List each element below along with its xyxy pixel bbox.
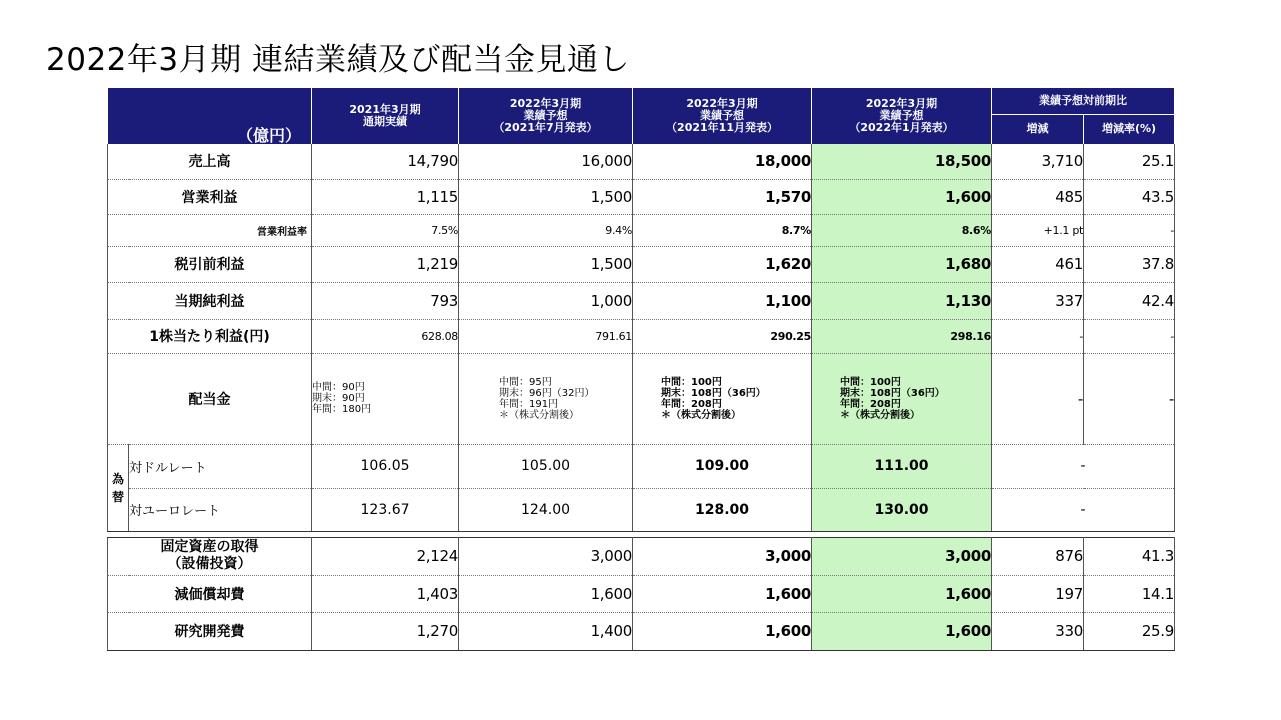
table-row [108,179,1175,214]
header-fy2021-actual [312,88,459,144]
cell-value: 25.1 [1084,144,1175,179]
dividend-line: 期末：108円（36円） [661,387,766,399]
row-label: 減価償却費 [108,575,312,612]
dividend-line: ＊（株式分割後） [661,409,742,421]
header-text: 業績予想 [700,109,745,122]
fx-group-label [108,444,129,531]
cell-value: 16,000 [459,144,633,179]
fx-group-char: 替 [111,489,124,504]
cell-value: 1,270 [312,612,459,650]
cell-value: 3,000 [459,537,633,575]
table-row [108,319,1175,353]
header-text: 通期実績 [363,115,408,128]
row-label: 売上高 [108,144,312,179]
cell-value: 1,600 [633,575,812,612]
cell-value: 8.6% [812,214,992,246]
cell-value: 1,115 [312,179,459,214]
header-text: （2021年7月発表） [493,121,598,134]
cell-value: 1,400 [459,612,633,650]
row-label: 1株当たり利益(円) [108,319,312,353]
dividend-line: ＊（株式分割後） [840,409,921,421]
cell-value: 111.00 [812,444,992,488]
dividend-line: 年間：180円 [312,404,372,415]
cell-value: 124.00 [459,488,633,531]
dividend-line: 中間：90円 [312,382,365,393]
cell-value: 298.16 [812,319,992,353]
cell-value: - [992,319,1084,353]
row-label: 対ドルレート [129,444,312,488]
cell-value: 109.00 [633,444,812,488]
table-row [108,282,1175,319]
dividend-line: 年間：191円 [499,398,559,410]
cell-value: 3,000 [633,537,812,575]
header-forecast-jan [812,88,992,144]
table-row [108,214,1175,246]
cell-value: 1,500 [459,246,633,282]
cell-value: 1,680 [812,246,992,282]
cell-value: 1,620 [633,246,812,282]
dividend-cell [459,353,633,444]
cell-value: 1,600 [812,179,992,214]
header-text: 業績予想 [523,109,568,122]
cell-value: 485 [992,179,1084,214]
cell-value: 197 [992,575,1084,612]
cell-value: 105.00 [459,444,633,488]
row-label: 営業利益率 [108,214,312,246]
cell-value: 128.00 [633,488,812,531]
cell-value: 14,790 [312,144,459,179]
cell-value: - [992,353,1084,444]
row-label: 配当金 [108,353,312,444]
cell-value: 130.00 [812,488,992,531]
cell-value: - [1084,214,1175,246]
cell-value: 9.4% [459,214,633,246]
dividend-cell [633,353,812,444]
header-text: 2022年3月期 [865,97,938,110]
cell-value: 1,600 [459,575,633,612]
cell-value: 43.5 [1084,179,1175,214]
dividend-line: 期末：96円（32円） [499,387,595,399]
cell-value: +1.1 pt [992,214,1084,246]
cell-value: 337 [992,282,1084,319]
header-text: 2022年3月期 [686,97,758,110]
cell-value: 628.08 [312,319,459,353]
cell-value: 3,000 [812,537,992,575]
cell-value: 461 [992,246,1084,282]
fx-row-eur [108,488,1175,531]
cell-value: 1,100 [633,282,812,319]
cell-value: 1,600 [812,575,992,612]
cell-value: 1,000 [459,282,633,319]
row-label: 研究開発費 [108,612,312,650]
row-label [108,537,312,575]
header-rate: 増減率(%) [1084,114,1175,144]
dividend-line: 期末：90円 [312,393,365,404]
cell-value: 1,500 [459,179,633,214]
dividend-line: 年間：208円 [661,398,722,410]
header-forecast-jul [459,88,633,144]
table-row [108,144,1175,179]
dividend-cell [812,353,992,444]
cell-value: 1,600 [812,612,992,650]
dividend-line: 中間：100円 [661,376,722,388]
header-text: （2021年11月発表） [666,121,778,134]
row-label: 営業利益 [108,179,312,214]
cell-value: 2,124 [312,537,459,575]
cell-value: 41.3 [1084,537,1175,575]
unit-label: （億円） [108,88,312,144]
cell-value: 7.5% [312,214,459,246]
dividend-cell [312,353,459,444]
fx-group-char: 為 [111,471,124,486]
cell-value: 1,570 [633,179,812,214]
cell-value: 123.67 [312,488,459,531]
row-label-line: （設備投資） [167,556,252,572]
header-yoy: 業績予想対前期比 [992,88,1175,114]
row-label: 当期純利益 [108,282,312,319]
dividend-line: 年間：208円 [840,398,901,410]
header-text: （2022年1月発表） [849,121,954,134]
cell-value: 330 [992,612,1084,650]
cell-value: 3,710 [992,144,1084,179]
cell-value: 1,130 [812,282,992,319]
cell-value: - [1084,353,1175,444]
depreciation-row [108,575,1175,612]
dividend-line: 中間：100円 [840,376,901,388]
rnd-row [108,612,1175,650]
cell-value: 18,500 [812,144,992,179]
header-diff: 増減 [992,114,1084,144]
cell-value: 37.8 [1084,246,1175,282]
row-label-line: 固定資産の取得 [160,539,259,555]
cell-value: - [992,444,1175,488]
cell-value: 14.1 [1084,575,1175,612]
cell-value: 791.61 [459,319,633,353]
forecast-table [107,88,1175,651]
fx-row-usd [108,444,1175,488]
dividend-line: 期末：108円（36円） [840,387,945,399]
dividend-row [108,353,1175,444]
cell-value: 290.25 [633,319,812,353]
cell-value: 25.9 [1084,612,1175,650]
page-title: 2022年3月期 連結業績及び配当金見通し [46,42,630,78]
cell-value: - [992,488,1175,531]
cell-value: 1,403 [312,575,459,612]
cell-value: - [1084,319,1175,353]
cell-value: 42.4 [1084,282,1175,319]
dividend-line: ＊（株式分割後） [499,409,580,421]
header-text: 2021年3月期 [349,103,421,116]
capex-row [108,537,1175,575]
row-label: 税引前利益 [108,246,312,282]
dividend-line: 中間：95円 [499,376,552,388]
header-text: 2022年3月期 [509,97,582,110]
cell-value: 793 [312,282,459,319]
cell-value: 876 [992,537,1084,575]
cell-value: 8.7% [633,214,812,246]
cell-value: 106.05 [312,444,459,488]
header-text: 業績予想 [879,109,924,122]
cell-value: 18,000 [633,144,812,179]
cell-value: 1,219 [312,246,459,282]
row-label: 対ユーロレート [129,488,312,531]
table-row [108,246,1175,282]
cell-value: 1,600 [633,612,812,650]
header-forecast-nov [633,88,812,144]
